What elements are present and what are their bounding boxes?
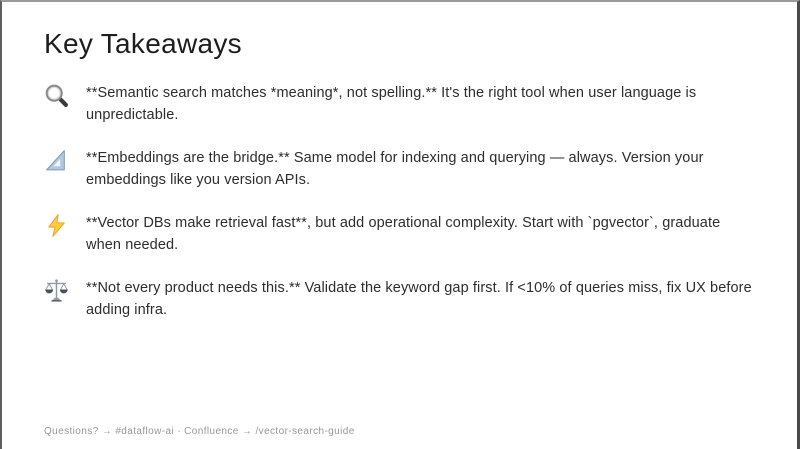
slide-content [2, 2, 797, 321]
takeaway-text: **Vector DBs make retrieval fast**, but add operational complexity. Start with `pgvector`, graduate when needed. [86, 215, 721, 253]
takeaway-item-validation [44, 277, 759, 321]
takeaway-text: **Semantic search matches *meaning*, not spelling.** It's the right tool when user language is unpredictable. [86, 85, 697, 123]
slide-title: Key Takeaways [44, 28, 242, 59]
takeaway-item-embeddings [44, 147, 759, 191]
takeaway-item-semantic-search [44, 82, 759, 126]
footer-reference: Questions? → #dataflow-ai · Confluence → /vector-search-guide [44, 426, 355, 437]
takeaway-item-vector-dbs [44, 212, 759, 256]
takeaway-text: **Embeddings are the bridge.** Same model for indexing and querying — always. Version your embeddings like you version APIs. [86, 150, 704, 188]
balance-scale-icon [44, 278, 69, 303]
takeaway-list [44, 82, 759, 321]
magnifying-glass-icon [44, 83, 69, 108]
triangular-ruler-icon [44, 148, 69, 173]
takeaway-text: **Not every product needs this.** Validate the keyword gap first. If <10% of queries miss, fix UX before adding infra. [86, 280, 752, 318]
lightning-bolt-icon [44, 213, 69, 238]
